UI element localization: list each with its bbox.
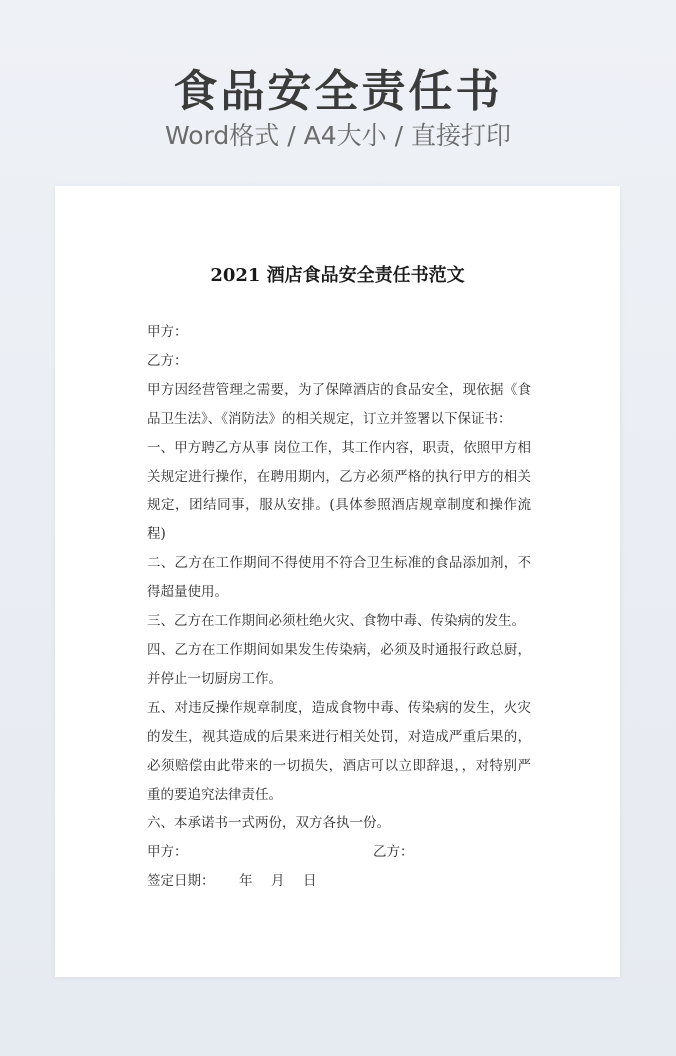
- document-title: 2021 酒店食品安全责任书范文: [210, 265, 465, 286]
- date-month: 月: [271, 873, 285, 890]
- date-year: 年: [239, 873, 253, 890]
- date-label: 签定日期：: [147, 873, 215, 890]
- document-body: [147, 318, 531, 896]
- clause-4: 四、乙方在工作期间如果发生传染病，必须及时通报行政总厨，并停止一切厨房工作。: [147, 641, 531, 687]
- date-day: 日: [303, 873, 317, 890]
- clause-2: 二、乙方在工作期间不得使用不符合卫生标准的食品添加剂，不得超量使用。: [147, 555, 531, 601]
- clause-6: 六、本承诺书一式两份，双方各执一份。: [147, 815, 390, 832]
- clause-5: 五、对违反操作规章制度，造成食物中毒、传染病的发生，火灾的发生，视其造成的后果来进行相关处罚，对造成严重后果的，必须赔偿由此带来的一切损失，酒店可以立即辞退，，对特别严重的要追究法律责任。: [147, 699, 531, 803]
- signature-party-b: 乙方：: [373, 844, 414, 861]
- document-page: [55, 186, 620, 977]
- signature-party-a: 甲方：: [147, 844, 188, 861]
- page-header-subtitle: Word格式 / A4大小 / 直接打印: [165, 121, 511, 150]
- clause-3: 三、乙方在工作期间必须杜绝火灾、食物中毒、传染病的发生。: [147, 613, 525, 630]
- intro-paragraph: 甲方因经营管理之需要，为了保障酒店的食品安全，现依据《食品卫生法》、《消防法》的相关规定，订立并签署以下保证书：: [147, 381, 531, 427]
- clause-1: 一、甲方聘乙方从事 岗位工作，其工作内容，职责，依照甲方相关规定进行操作，在聘用期内，乙方必须严格的执行甲方的相关规定，团结同事，服从安排。(具体参照酒店规章制度和操作流程): [147, 439, 531, 543]
- page-header-title: 食品安全责任书: [173, 66, 503, 117]
- date-row: [147, 867, 531, 896]
- signature-row: [147, 838, 531, 867]
- party-b-line: 乙方：: [147, 352, 188, 369]
- party-a-line: 甲方：: [147, 324, 188, 340]
